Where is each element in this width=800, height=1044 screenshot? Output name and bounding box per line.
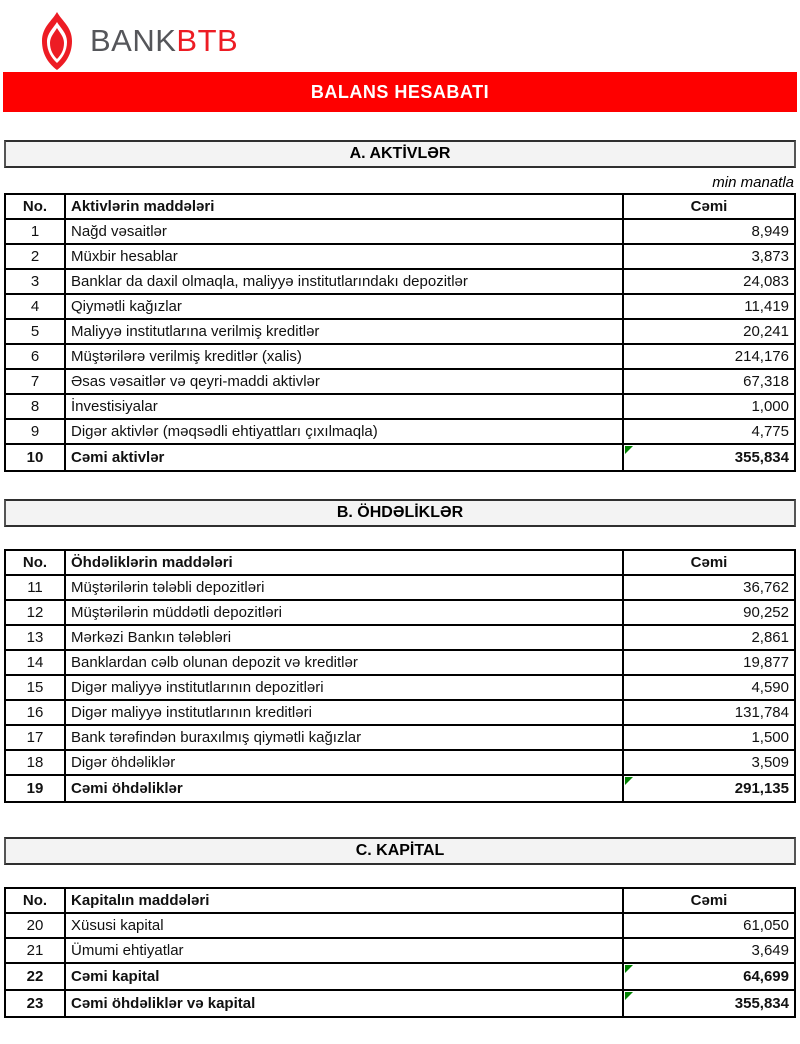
table-row (5, 775, 795, 802)
report-body (0, 140, 800, 1018)
section-c-title: C. KAPİTAL (355, 842, 445, 859)
table-row (5, 725, 795, 750)
row-label: Əsas vəsaitlər və qeyri-maddi aktivlər (65, 369, 623, 394)
table-row (5, 575, 795, 600)
row-label: Cəmi aktivlər (65, 444, 623, 471)
formula-marker-icon (625, 965, 633, 973)
logo-btb-word: BTB (176, 23, 239, 58)
row-number: 7 (5, 369, 65, 394)
liabilities-table-header-row (5, 550, 795, 575)
row-value: 355,834 (623, 990, 795, 1017)
row-value: 131,784 (623, 700, 795, 725)
capital-col-items: Kapitalın maddələri (65, 888, 623, 913)
row-label: Xüsusi kapital (65, 913, 623, 938)
capital-col-total: Cəmi (623, 888, 795, 913)
row-value: 61,050 (623, 913, 795, 938)
assets-col-total: Cəmi (623, 194, 795, 219)
row-label: Nağd vəsaitlər (65, 219, 623, 244)
table-row (5, 444, 795, 471)
section-b-header-bar (4, 499, 796, 527)
capital-table (4, 887, 796, 1018)
assets-table-header-row (5, 194, 795, 219)
table-row (5, 700, 795, 725)
row-value: 36,762 (623, 575, 795, 600)
row-number: 8 (5, 394, 65, 419)
row-number: 6 (5, 344, 65, 369)
section-b-title: B. ÖHDƏLİKLƏR (336, 504, 464, 521)
row-label: Digər aktivlər (məqsədli ehtiyattları çıxılmaqla) (65, 419, 623, 444)
row-number: 17 (5, 725, 65, 750)
row-value: 291,135 (623, 775, 795, 802)
table-row (5, 319, 795, 344)
row-number: 12 (5, 600, 65, 625)
row-label: Digər öhdəliklər (65, 750, 623, 775)
section-a-header-bar (4, 140, 796, 168)
table-row (5, 913, 795, 938)
row-value: 355,834 (623, 444, 795, 471)
row-value: 20,241 (623, 319, 795, 344)
row-number: 4 (5, 294, 65, 319)
row-label: Müştərilərin müddətli depozitləri (65, 600, 623, 625)
row-label: Ümumi ehtiyatlar (65, 938, 623, 963)
row-label: Digər maliyyə institutlarının kreditləri (65, 700, 623, 725)
row-value: 11,419 (623, 294, 795, 319)
row-number: 2 (5, 244, 65, 269)
row-label: Cəmi öhdəliklər (65, 775, 623, 802)
row-number: 22 (5, 963, 65, 990)
logo-bank-word: BANK (90, 23, 177, 58)
row-label: İnvestisiyalar (65, 394, 623, 419)
row-value: 4,775 (623, 419, 795, 444)
report-title-banner (3, 72, 797, 112)
row-value: 19,877 (623, 650, 795, 675)
liabilities-table (4, 549, 796, 803)
row-value: 90,252 (623, 600, 795, 625)
row-label: Cəmi öhdəliklər və kapital (65, 990, 623, 1017)
table-row (5, 675, 795, 700)
row-number: 14 (5, 650, 65, 675)
report-title: BALANS HESABATI (310, 81, 490, 102)
assets-col-no: No. (5, 194, 65, 219)
row-number: 15 (5, 675, 65, 700)
table-row (5, 219, 795, 244)
row-number: 1 (5, 219, 65, 244)
row-number: 23 (5, 990, 65, 1017)
table-row (5, 600, 795, 625)
table-row (5, 269, 795, 294)
row-label: Müştərilərə verilmiş kreditlər (xalis) (65, 344, 623, 369)
table-row (5, 625, 795, 650)
table-row (5, 344, 795, 369)
table-row (5, 650, 795, 675)
liabilities-col-total: Cəmi (623, 550, 795, 575)
row-number: 21 (5, 938, 65, 963)
row-value: 67,318 (623, 369, 795, 394)
bank-logo-text (90, 25, 238, 56)
row-label: Bank tərəfindən buraxılmış qiymətli kağızlar (65, 725, 623, 750)
table-row (5, 750, 795, 775)
row-value: 64,699 (623, 963, 795, 990)
spacer (4, 527, 796, 549)
row-number: 5 (5, 319, 65, 344)
row-number: 18 (5, 750, 65, 775)
row-label: Cəmi kapital (65, 963, 623, 990)
liabilities-col-items: Öhdəliklərin maddələri (65, 550, 623, 575)
table-row (5, 419, 795, 444)
row-label: Müştərilərin tələbli depozitləri (65, 575, 623, 600)
table-row (5, 294, 795, 319)
table-row (5, 244, 795, 269)
formula-marker-icon (625, 446, 633, 454)
liabilities-col-no: No. (5, 550, 65, 575)
formula-marker-icon (625, 992, 633, 1000)
row-number: 3 (5, 269, 65, 294)
row-number: 19 (5, 775, 65, 802)
table-row (5, 963, 795, 990)
row-number: 16 (5, 700, 65, 725)
row-number: 10 (5, 444, 65, 471)
unit-note: min manatla (712, 174, 794, 191)
table-row (5, 938, 795, 963)
table-row (5, 990, 795, 1017)
row-value: 1,000 (623, 394, 795, 419)
row-label: Digər maliyyə institutlarının depozitləri (65, 675, 623, 700)
row-value: 2,861 (623, 625, 795, 650)
formula-marker-icon (625, 777, 633, 785)
row-value: 24,083 (623, 269, 795, 294)
row-number: 20 (5, 913, 65, 938)
section-c-header-bar (4, 837, 796, 865)
row-label: Banklardan cəlb olunan depozit və kreditlər (65, 650, 623, 675)
bank-logo (0, 0, 800, 70)
assets-col-items: Aktivlərin maddələri (65, 194, 623, 219)
row-value: 1,500 (623, 725, 795, 750)
row-label: Mərkəzi Bankın tələbləri (65, 625, 623, 650)
table-row (5, 394, 795, 419)
row-label: Banklar da daxil olmaqla, maliyyə institutlarındakı depozitlər (65, 269, 623, 294)
row-value: 214,176 (623, 344, 795, 369)
row-number: 11 (5, 575, 65, 600)
flame-icon (36, 12, 78, 70)
row-number: 9 (5, 419, 65, 444)
assets-table (4, 193, 796, 472)
row-value: 3,873 (623, 244, 795, 269)
row-label: Qiymətli kağızlar (65, 294, 623, 319)
row-value: 8,949 (623, 219, 795, 244)
row-value: 4,590 (623, 675, 795, 700)
section-a-title: A. AKTİVLƏR (349, 145, 451, 162)
capital-table-header-row (5, 888, 795, 913)
capital-col-no: No. (5, 888, 65, 913)
table-row (5, 369, 795, 394)
row-value: 3,649 (623, 938, 795, 963)
spacer (4, 865, 796, 887)
row-number: 13 (5, 625, 65, 650)
row-label: Maliyyə institutlarına verilmiş kreditlər (65, 319, 623, 344)
row-value: 3,509 (623, 750, 795, 775)
row-label: Müxbir hesablar (65, 244, 623, 269)
